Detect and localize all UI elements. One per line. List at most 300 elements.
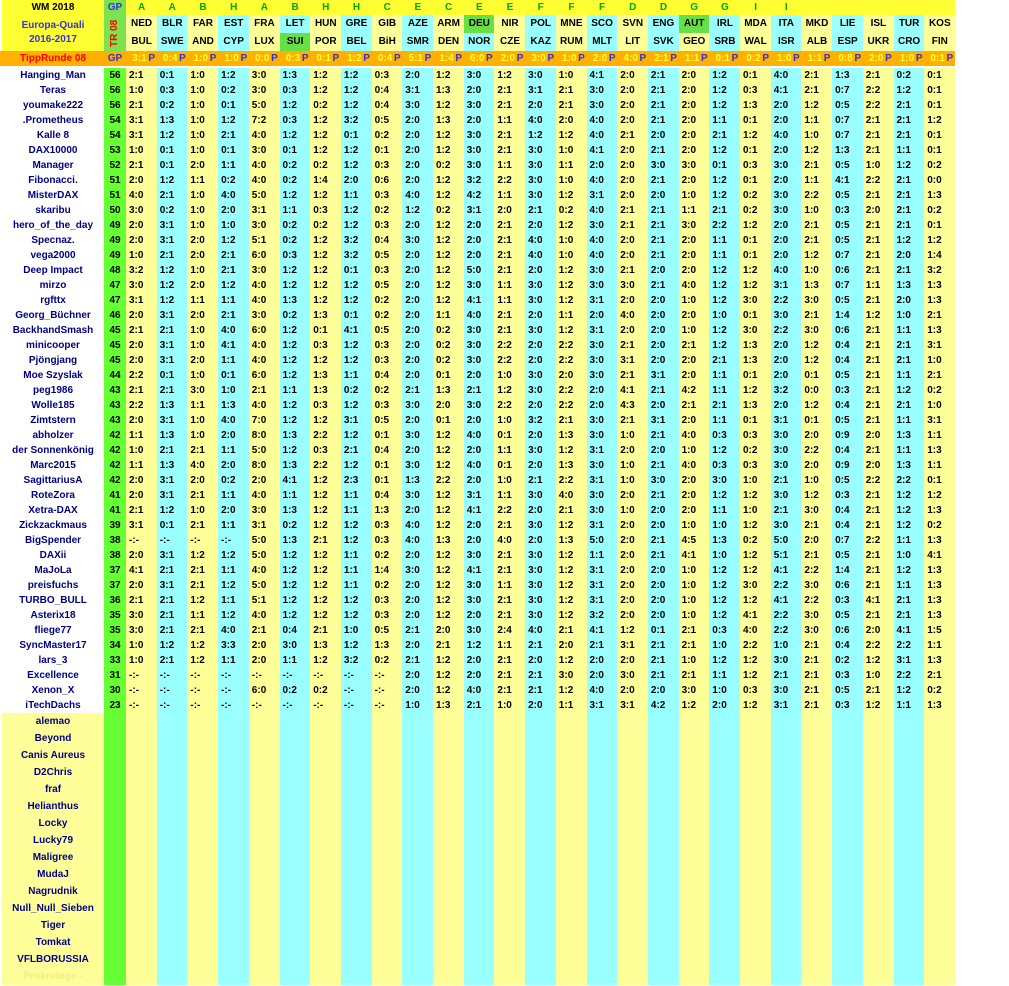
player-gp: 35: [104, 623, 126, 638]
tip-cell-empty: [556, 832, 587, 849]
tip-cell: 2:1: [126, 383, 157, 398]
match-result: 1:4: [433, 51, 454, 66]
tip-cell: 0:5: [832, 188, 863, 203]
tip-cell-empty: [648, 968, 679, 985]
tip-cell: 0:2: [372, 293, 403, 308]
tip-cell-empty: [709, 713, 740, 730]
tip-cell-empty: [832, 832, 863, 849]
tip-cell: 4:0: [402, 188, 433, 203]
tip-cell: 1:2: [740, 668, 771, 683]
tip-cell: 1:2: [280, 188, 311, 203]
tip-cell: 4:1: [464, 503, 495, 518]
tip-cell: 2:1: [648, 548, 679, 563]
tip-cell: 1:2: [310, 113, 341, 128]
tip-cell: 3:0: [525, 368, 556, 383]
tip-cell: 3:0: [587, 488, 618, 503]
player-name: hero_of_the_day: [2, 218, 104, 233]
tip-cell: 1:2: [433, 548, 464, 563]
tip-cell-empty: [525, 764, 556, 781]
tip-cell: 3:0: [249, 68, 280, 83]
tip-cell: 0:1: [924, 128, 955, 143]
tip-cell: 1:3: [280, 458, 311, 473]
tip-cell: -:-: [218, 698, 249, 713]
tip-cell: 1:4: [372, 563, 403, 578]
tip-cell: 2:1: [157, 443, 188, 458]
tip-cell: 2:0: [617, 188, 648, 203]
tip-cell: 2:1: [801, 698, 832, 713]
tip-cell-empty: [771, 815, 802, 832]
tip-cell: 2:1: [587, 638, 618, 653]
tip-cell: 0:1: [740, 143, 771, 158]
tip-cell: 4:1: [218, 338, 249, 353]
points-label: P: [669, 51, 679, 66]
tip-cell: 1:2: [709, 263, 740, 278]
tip-cell: 4:1: [587, 143, 618, 158]
tip-cell: 2:0: [648, 443, 679, 458]
tip-cell: 2:0: [679, 473, 710, 488]
tip-cell: 2:1: [648, 98, 679, 113]
tip-cell: 3:1: [924, 338, 955, 353]
tip-cell-empty: [464, 866, 495, 883]
tip-cell: 0:3: [372, 188, 403, 203]
tip-cell: 1:2: [709, 488, 740, 503]
tip-cell: 0:2: [157, 203, 188, 218]
tip-cell: 1:0: [556, 233, 587, 248]
tip-cell: 0:2: [924, 158, 955, 173]
tip-cell-empty: [740, 917, 771, 934]
tip-cell-empty: [341, 883, 372, 900]
tip-cell-empty: [556, 747, 587, 764]
tip-cell: 2:0: [126, 578, 157, 593]
tip-cell-empty: [894, 747, 925, 764]
tip-cell: 3:1: [464, 488, 495, 503]
player-gp: 56: [104, 98, 126, 113]
tip-cell: 1:2: [556, 548, 587, 563]
team-top: TUR: [894, 15, 925, 33]
tip-cell-empty: [402, 815, 433, 832]
tip-cell-empty: [249, 815, 280, 832]
match-result: 2:0: [587, 51, 608, 66]
tip-cell: 0:1: [740, 113, 771, 128]
tip-cell-empty: [863, 713, 894, 730]
tip-cell-empty: [280, 934, 311, 951]
tip-cell-empty: [648, 866, 679, 883]
tip-cell-empty: [218, 934, 249, 951]
tip-cell: 2:1: [494, 668, 525, 683]
tip-cell: 1:2: [709, 173, 740, 188]
tip-cell: 1:2: [709, 143, 740, 158]
tip-cell: 3:0: [771, 203, 802, 218]
tip-cell: 2:1: [648, 68, 679, 83]
tip-cell-empty: [310, 747, 341, 764]
tip-cell: 2:2: [863, 473, 894, 488]
tip-cell: 0:1: [372, 473, 403, 488]
team-bottom: CRO: [894, 33, 925, 51]
tip-cell-empty: [587, 832, 618, 849]
team-top: LIE: [832, 15, 863, 33]
tip-cell: 1:2: [187, 593, 218, 608]
tip-cell-empty: [341, 747, 372, 764]
tip-cell: 4:0: [679, 428, 710, 443]
tip-cell: 1:1: [494, 113, 525, 128]
player-name: Prokrologe -: [2, 968, 104, 985]
tip-cell: 1:0: [894, 548, 925, 563]
tip-cell: 1:0: [863, 158, 894, 173]
tip-cell: 2:0: [433, 623, 464, 638]
tip-cell-empty: [894, 917, 925, 934]
tip-cell: 1:2: [894, 158, 925, 173]
points-label: P: [239, 51, 249, 66]
tip-cell: 1:0: [801, 263, 832, 278]
tip-cell: 2:0: [218, 503, 249, 518]
tip-cell: 1:1: [709, 113, 740, 128]
team-top: MNE: [556, 15, 587, 33]
tip-cell: 1:2: [341, 68, 372, 83]
tip-cell: 0:1: [740, 68, 771, 83]
tip-cell-empty: [863, 849, 894, 866]
tip-cell: 2:1: [863, 128, 894, 143]
tip-cell: 1:2: [894, 488, 925, 503]
tip-cell: 2:0: [464, 248, 495, 263]
tip-cell: 4:0: [218, 623, 249, 638]
player-gp: 38: [104, 548, 126, 563]
group-label: [924, 0, 955, 15]
tip-cell: -:-: [126, 668, 157, 683]
player-name: MudaJ: [2, 866, 104, 883]
tip-cell: 3:0: [402, 488, 433, 503]
tip-cell: 2:1: [709, 128, 740, 143]
tip-cell: 1:2: [310, 518, 341, 533]
team-top: ITA: [771, 15, 802, 33]
tip-cell: 2:1: [863, 383, 894, 398]
tip-cell-empty: [157, 815, 188, 832]
group-label: F: [525, 0, 556, 15]
tip-cell: 1:3: [924, 443, 955, 458]
tip-cell: 2:0: [617, 323, 648, 338]
tip-cell-empty: [740, 798, 771, 815]
tip-cell-empty: [771, 713, 802, 730]
player-gp: [104, 815, 126, 832]
tip-cell: 3:0: [126, 608, 157, 623]
tip-cell-empty: [556, 798, 587, 815]
tip-cell: 2:2: [310, 428, 341, 443]
tip-cell: 2:1: [494, 608, 525, 623]
tip-cell: 0:3: [832, 488, 863, 503]
tip-cell: 1:2: [494, 383, 525, 398]
tip-cell-empty: [433, 781, 464, 798]
tip-cell: 4:0: [249, 338, 280, 353]
tip-cell: 1:2: [556, 188, 587, 203]
tip-cell: 1:3: [433, 383, 464, 398]
tip-cell: 2:0: [187, 353, 218, 368]
tip-cell-empty: [679, 917, 710, 934]
tip-cell: 1:2: [433, 608, 464, 623]
tip-cell: 3:0: [525, 383, 556, 398]
player-name: abholzer: [2, 428, 104, 443]
tip-cell: 3:0: [464, 128, 495, 143]
tip-cell: -:-: [372, 668, 403, 683]
tip-cell: 2:1: [863, 338, 894, 353]
player-name: BigSpender: [2, 533, 104, 548]
tip-cell-empty: [372, 883, 403, 900]
tip-cell: 2:0: [126, 488, 157, 503]
match-result: 6:0: [464, 51, 485, 66]
tip-cell: 2:0: [218, 428, 249, 443]
tip-cell: 3:0: [587, 338, 618, 353]
tip-cell-empty: [249, 747, 280, 764]
tip-cell: 2:1: [494, 248, 525, 263]
tip-cell: 1:0: [187, 263, 218, 278]
team-top: EST: [218, 15, 249, 33]
tip-cell: 1:1: [218, 353, 249, 368]
tip-cell-empty: [894, 849, 925, 866]
tip-cell-empty: [525, 883, 556, 900]
tip-cell-empty: [372, 866, 403, 883]
tip-cell: 1:0: [187, 413, 218, 428]
tip-cell: 1:1: [494, 488, 525, 503]
tip-cell: 3:0: [771, 188, 802, 203]
tip-cell: 1:0: [126, 653, 157, 668]
tip-cell: 2:0: [587, 668, 618, 683]
player-name: lars_3: [2, 653, 104, 668]
match-result: 0:0: [249, 51, 270, 66]
tip-cell: 1:2: [310, 503, 341, 518]
tip-cell: 1:1: [556, 158, 587, 173]
tip-cell: 2:0: [402, 263, 433, 278]
tip-cell-empty: [587, 968, 618, 985]
tip-cell: 2:3: [341, 473, 372, 488]
tip-cell-empty: [801, 781, 832, 798]
tip-cell: 1:2: [157, 503, 188, 518]
tip-cell: 2:0: [402, 68, 433, 83]
tip-cell: 2:2: [863, 638, 894, 653]
tip-cell: 1:2: [433, 143, 464, 158]
tip-cell: 8:0: [249, 428, 280, 443]
tip-cell: 3:1: [617, 638, 648, 653]
tip-cell: 1:1: [894, 443, 925, 458]
tip-cell: 2:1: [863, 608, 894, 623]
tip-cell: 6:0: [249, 683, 280, 698]
tip-cell: 3:0: [464, 548, 495, 563]
tip-cell: 1:0: [709, 308, 740, 323]
tip-cell-empty: [740, 849, 771, 866]
tip-cell: 2:0: [464, 413, 495, 428]
tip-cell-empty: [310, 968, 341, 985]
tip-cell: 0:7: [832, 533, 863, 548]
tip-cell: 1:2: [709, 98, 740, 113]
tip-cell: 3:1: [126, 518, 157, 533]
tip-cell: 5:0: [249, 533, 280, 548]
points-label: P: [730, 51, 740, 66]
tip-cell: 0:1: [372, 143, 403, 158]
tip-cell: 2:1: [801, 233, 832, 248]
tip-cell: 2:1: [617, 263, 648, 278]
match-result: 4:0: [617, 51, 638, 66]
tip-cell: 2:1: [894, 353, 925, 368]
tip-cell: 3:0: [402, 398, 433, 413]
tip-cell: 2:1: [218, 248, 249, 263]
tip-cell: 3:3: [218, 638, 249, 653]
tip-cell: 1:0: [679, 518, 710, 533]
tip-cell: 3:1: [617, 698, 648, 713]
tip-cell-empty: [402, 934, 433, 951]
tip-cell: 2:0: [617, 233, 648, 248]
tip-cell: 1:0: [801, 203, 832, 218]
tip-cell: 1:3: [556, 428, 587, 443]
tip-cell: 1:0: [617, 428, 648, 443]
team-top: MKD: [801, 15, 832, 33]
tip-cell-empty: [280, 713, 311, 730]
tip-cell: 3:1: [587, 563, 618, 578]
tip-cell-empty: [617, 951, 648, 968]
tip-cell: 2:0: [341, 173, 372, 188]
tip-cell: 2:1: [157, 608, 188, 623]
tip-cell: -:-: [187, 533, 218, 548]
tip-cell: 3:0: [801, 608, 832, 623]
tip-cell: 1:0: [556, 173, 587, 188]
tip-cell: 2:0: [617, 83, 648, 98]
tip-cell-empty: [679, 883, 710, 900]
tip-cell: 2:2: [556, 353, 587, 368]
tip-cell-empty: [341, 934, 372, 951]
tip-cell: 1:1: [126, 428, 157, 443]
tip-cell: 2:1: [402, 623, 433, 638]
tip-cell-empty: [280, 798, 311, 815]
tip-cell: 2:1: [617, 203, 648, 218]
tip-cell: 1:3: [740, 98, 771, 113]
tip-cell: 3:0: [587, 218, 618, 233]
points-label: P: [884, 51, 894, 66]
tip-cell-empty: [801, 798, 832, 815]
tip-cell: 1:2: [801, 353, 832, 368]
tip-cell: 2:0: [679, 68, 710, 83]
tip-cell-empty: [310, 866, 341, 883]
group-label: D: [648, 0, 679, 15]
tip-cell-empty: [372, 951, 403, 968]
tip-cell-empty: [402, 730, 433, 747]
tip-cell: 0:3: [372, 353, 403, 368]
tip-cell-empty: [249, 730, 280, 747]
tip-cell: 2:0: [126, 233, 157, 248]
tip-cell: 2:0: [126, 338, 157, 353]
player-gp: [104, 747, 126, 764]
tip-cell: 1:2: [709, 563, 740, 578]
tip-cell: 2:1: [863, 443, 894, 458]
tip-cell-empty: [801, 934, 832, 951]
tip-cell-empty: [218, 798, 249, 815]
tip-cell: 0:1: [341, 308, 372, 323]
tip-cell: 1:0: [218, 218, 249, 233]
tip-cell-empty: [801, 866, 832, 883]
tip-cell: 1:3: [402, 473, 433, 488]
tip-cell-empty: [464, 900, 495, 917]
player-name: Excellence: [2, 668, 104, 683]
tip-cell-empty: [280, 815, 311, 832]
tip-cell: 2:1: [402, 653, 433, 668]
tip-cell-empty: [310, 849, 341, 866]
tip-cell-empty: [494, 900, 525, 917]
tip-cell: 2:0: [617, 563, 648, 578]
tip-cell: 2:0: [126, 413, 157, 428]
tip-cell-empty: [341, 832, 372, 849]
team-top: GRE: [341, 15, 372, 33]
player-gp: 56: [104, 68, 126, 83]
tip-cell: 2:1: [801, 668, 832, 683]
tip-cell-empty: [709, 781, 740, 798]
tip-cell: 1:3: [372, 503, 403, 518]
tip-cell-empty: [280, 832, 311, 849]
tip-cell: 2:0: [464, 218, 495, 233]
tip-cell-empty: [157, 781, 188, 798]
tip-cell: 1:3: [433, 83, 464, 98]
tip-cell: 1:3: [924, 698, 955, 713]
tip-cell: 0:4: [832, 518, 863, 533]
tip-cell-empty: [249, 849, 280, 866]
tip-cell-empty: [525, 781, 556, 798]
tip-cell: 0:2: [433, 338, 464, 353]
team-bottom: KAZ: [525, 33, 556, 51]
tip-cell: 3:1: [587, 593, 618, 608]
tip-cell: 2:0: [863, 428, 894, 443]
tip-cell: 0:1: [924, 98, 955, 113]
tip-cell-empty: [894, 713, 925, 730]
tip-cell-empty: [679, 781, 710, 798]
tip-cell: 1:1: [494, 578, 525, 593]
tip-cell-empty: [187, 934, 218, 951]
tip-cell: 3:0: [556, 668, 587, 683]
player-gp: 45: [104, 323, 126, 338]
player-name: Maligree: [2, 849, 104, 866]
player-gp: [104, 883, 126, 900]
tip-cell: 4:1: [587, 68, 618, 83]
tip-cell: 2:1: [494, 593, 525, 608]
tip-cell-empty: [218, 968, 249, 985]
tip-cell: 1:1: [709, 383, 740, 398]
tip-cell: 2:0: [402, 158, 433, 173]
tip-cell: 2:1: [894, 608, 925, 623]
team-bottom: AND: [187, 33, 218, 51]
group-label: D: [617, 0, 648, 15]
tip-cell: 0:3: [372, 518, 403, 533]
tip-cell: 1:2: [740, 653, 771, 668]
tip-cell-empty: [525, 900, 556, 917]
tip-cell: 2:1: [187, 623, 218, 638]
tip-cell-empty: [863, 781, 894, 798]
team-top: GIB: [372, 15, 403, 33]
tip-cell: 2:1: [863, 683, 894, 698]
tip-cell: 3:1: [157, 233, 188, 248]
tip-cell: 2:1: [801, 683, 832, 698]
player-gp: [104, 713, 126, 730]
tip-cell: 2:1: [494, 518, 525, 533]
tip-cell-empty: [372, 764, 403, 781]
tip-cell: 2:0: [863, 203, 894, 218]
player-gp: 44: [104, 368, 126, 383]
tip-cell-empty: [249, 900, 280, 917]
tip-cell: 3:0: [525, 578, 556, 593]
tip-cell: 2:1: [648, 203, 679, 218]
tip-cell-empty: [894, 951, 925, 968]
tip-cell: 2:2: [433, 473, 464, 488]
tip-cell: 0:3: [372, 608, 403, 623]
tip-cell: 1:2: [310, 578, 341, 593]
tip-cell: 0:3: [372, 593, 403, 608]
tip-cell-empty: [648, 781, 679, 798]
tip-cell-empty: [648, 883, 679, 900]
tip-cell-empty: [464, 730, 495, 747]
tip-cell: 0:2: [556, 203, 587, 218]
tip-cell: 2:1: [863, 578, 894, 593]
